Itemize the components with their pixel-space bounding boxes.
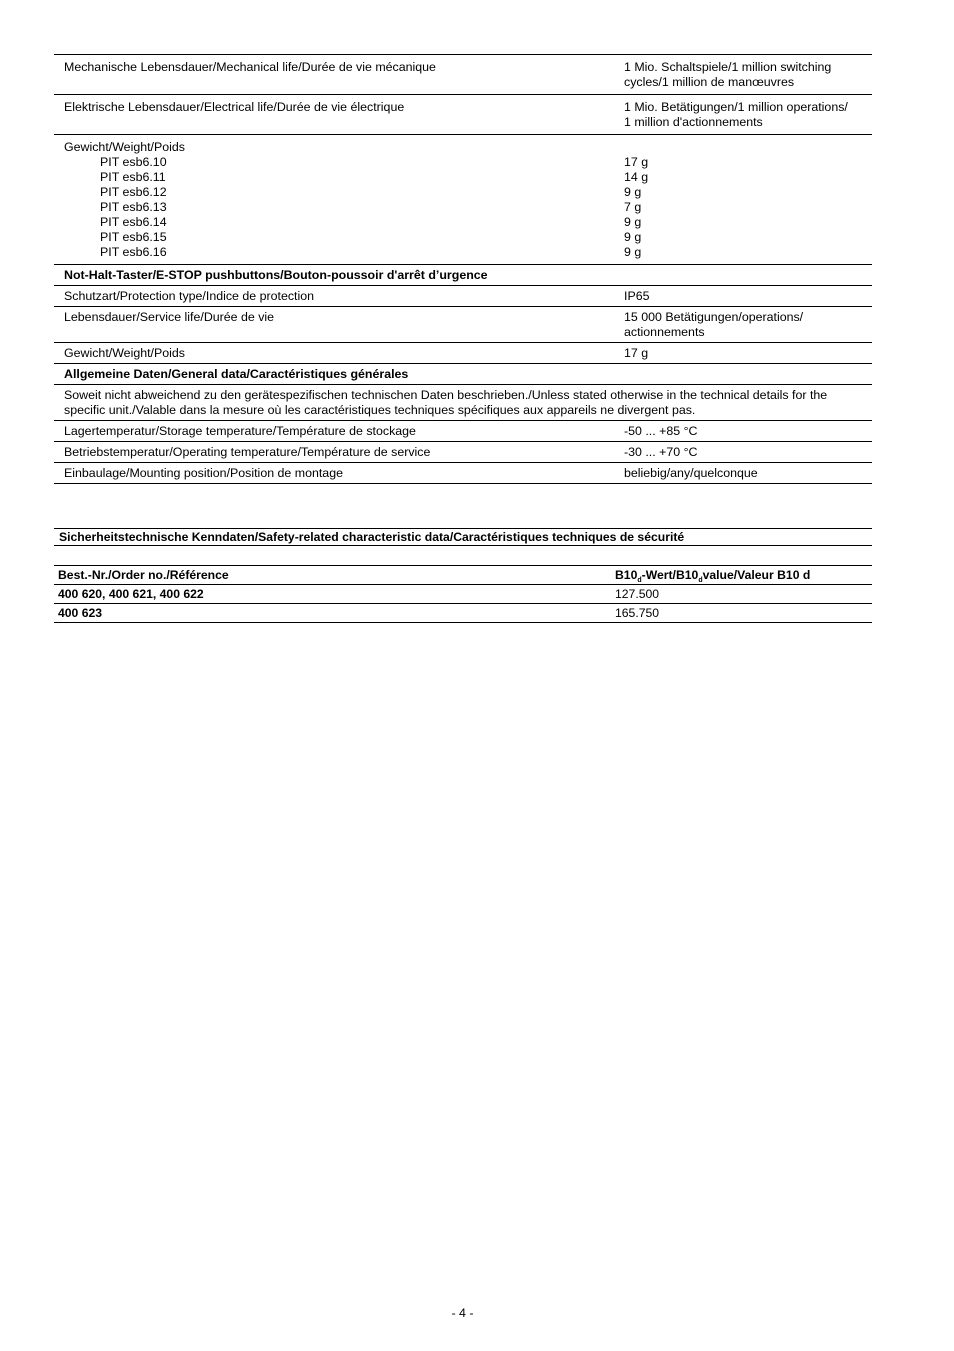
general-section-heading: Allgemeine Daten/General data/Caractéristiques générales [54, 364, 872, 385]
row-value: 1 Mio. Schaltspiele/1 million switching cycles/1 million de manœuvres [624, 55, 872, 95]
page-number: - 4 - [451, 1306, 474, 1320]
model-weight: 9 g [624, 185, 642, 199]
table-row [54, 95, 872, 135]
order-no: 400 623 [54, 604, 615, 623]
order-no-header: Best.-Nr./Order no./Référence [54, 566, 615, 585]
row-value: beliebig/any/quelconque [624, 463, 872, 484]
model-weight: 7 g [624, 200, 642, 214]
order-no: 400 620, 400 621, 400 622 [54, 585, 615, 604]
model-name: PIT esb6.12 [100, 185, 167, 199]
row-label: Mechanische Lebensdauer/Mechanical life/Durée de vie mécanique [54, 55, 624, 95]
table-row [54, 55, 872, 95]
row-value: 1 Mio. Betätigungen/1 million operations/ 1 million d'actionnements [624, 95, 872, 135]
model-name: PIT esb6.11 [100, 170, 166, 184]
note-row [54, 385, 872, 421]
safety-data-table [54, 565, 872, 623]
technical-data-table [54, 54, 872, 484]
row-label: Schutzart/Protection type/Indice de protection [54, 286, 624, 307]
safety-header-row [54, 566, 872, 585]
model-name: PIT esb6.16 [100, 245, 167, 259]
model-name: PIT esb6.15 [100, 230, 167, 244]
model-weight: 9 g [624, 245, 642, 259]
model-weight: 17 g [624, 155, 649, 169]
general-note: Soweit nicht abweichend zu den gerätespezifischen technischen Daten beschrieben./Unless stated otherwise in the technical details for the specific unit./Valable dans la mesure où les caractéristiques techniques spécifiques aux appareils ne divergent pas. [54, 385, 872, 421]
row-label: Gewicht/Weight/Poids [54, 343, 624, 364]
row-value: -30 ... +70 °C [624, 442, 872, 463]
table-row [54, 286, 872, 307]
model-name: PIT esb6.14 [100, 215, 167, 229]
estop-section-heading: Not-Halt-Taster/E-STOP pushbuttons/Bouton-poussoir d'arrêt d’urgence [54, 265, 872, 286]
table-row [54, 442, 872, 463]
section-heading-row [54, 265, 872, 286]
weight-label: Gewicht/Weight/Poids [64, 140, 185, 154]
row-label: Einbaulage/Mounting position/Position de montage [54, 463, 624, 484]
row-label: Betriebstemperatur/Operating temperature/Température de service [54, 442, 624, 463]
b10d-value: 127.500 [615, 585, 872, 604]
row-value: 15 000 Betätigungen/operations/ actionnements [624, 307, 872, 343]
row-label: Lebensdauer/Service life/Durée de vie [54, 307, 624, 343]
table-row [54, 585, 872, 604]
row-value: -50 ... +85 °C [624, 421, 872, 442]
table-row [54, 604, 872, 623]
row-label: Lagertemperatur/Storage temperature/Température de stockage [54, 421, 624, 442]
model-name: PIT esb6.10 [100, 155, 167, 169]
table-row [54, 463, 872, 484]
section-heading-row [54, 364, 872, 385]
b10d-header: $B10_d-Wert/B10_dvalue$/Valeur B10 d [615, 566, 872, 585]
row-label: Elektrische Lebensdauer/Electrical life/Durée de vie électrique [54, 95, 624, 135]
table-row [54, 343, 872, 364]
model-weight: 14 g [624, 170, 649, 184]
weight-block-row [54, 135, 872, 265]
weight-values [624, 135, 872, 265]
model-weight: 9 g [624, 230, 642, 244]
table-row [54, 421, 872, 442]
model-name: PIT esb6.13 [100, 200, 167, 214]
row-value: 17 g [624, 343, 872, 364]
weight-models [54, 135, 624, 265]
row-value: IP65 [624, 286, 872, 307]
safety-data-title: Sicherheitstechnische Kenndaten/Safety-related characteristic data/Caractéristiques techniques de sécurité [54, 528, 872, 546]
model-weight: 9 g [624, 215, 642, 229]
b10d-value: 165.750 [615, 604, 872, 623]
table-row [54, 307, 872, 343]
